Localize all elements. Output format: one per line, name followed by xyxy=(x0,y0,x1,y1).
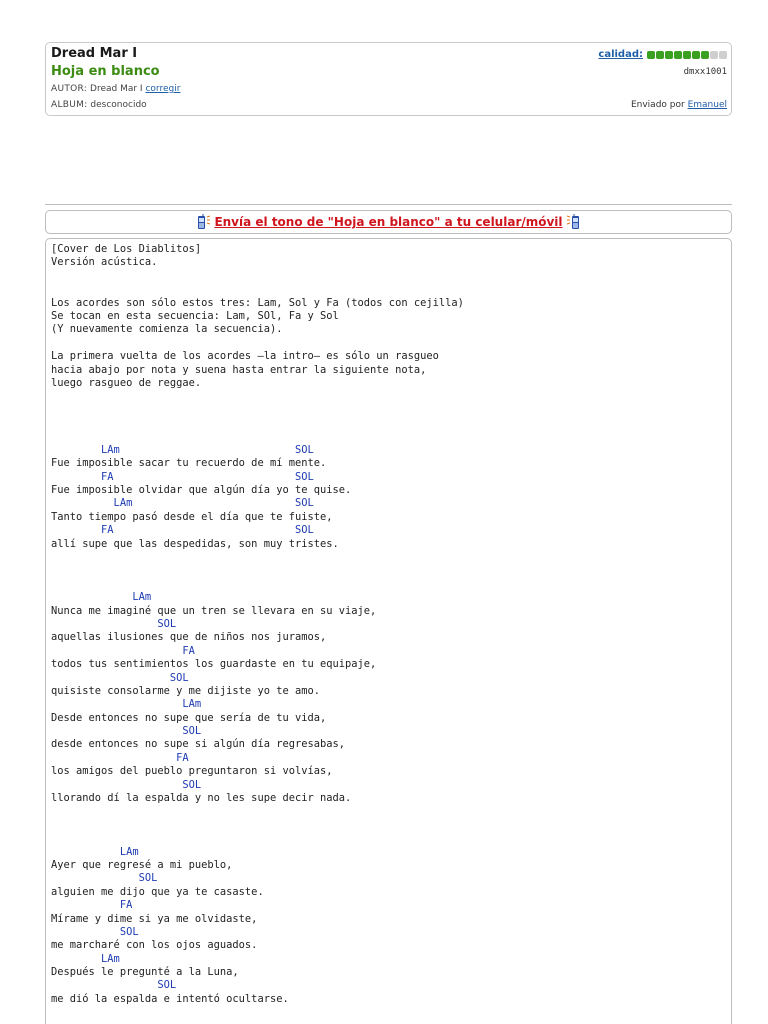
quality-label[interactable]: calidad: xyxy=(598,49,643,60)
lyric-line: me dió la espalda e intentó ocultarse. xyxy=(51,992,289,1005)
lyric-line: quisiste consolarme y me dijiste yo te amo. xyxy=(51,684,320,697)
lyric-line: allí supe que las despedidas, son muy tristes. xyxy=(51,537,339,550)
lyric-line xyxy=(51,404,721,417)
lyric-line xyxy=(51,270,721,283)
chord-line: FA SOL xyxy=(51,524,314,537)
lyric-line: alguien me dijo que ya te casaste. xyxy=(51,885,264,898)
lyric-line: luego rasgueo de reggae. xyxy=(51,376,202,389)
lyric-line xyxy=(51,417,721,430)
album-row xyxy=(51,100,147,110)
quality-dot-filled xyxy=(665,51,673,59)
song-title: Hoja en blanco xyxy=(51,64,160,79)
divider xyxy=(45,204,732,205)
chord-line: FA SOL xyxy=(51,470,314,483)
ringtone-banner xyxy=(45,210,732,234)
lyric-line xyxy=(51,564,721,577)
lyric-line: Fue imposible olvidar que algún día yo te quise. xyxy=(51,484,352,497)
lyric-line xyxy=(51,578,721,591)
quality-rating xyxy=(598,49,727,60)
chord-line: SOL xyxy=(51,617,177,630)
lyric-line: Los acordes son sólo estos tres: Lam, Sol y Fa (todos con cejilla) xyxy=(51,296,464,309)
phone-icon xyxy=(566,214,580,230)
ringtone-link[interactable]: Envía el tono de "Hoja en blanco" a tu celular/móvil xyxy=(214,215,563,229)
lyrics-panel xyxy=(45,238,732,1024)
lyric-line xyxy=(51,832,721,845)
quality-dot-empty xyxy=(710,51,718,59)
chord-line: SOL xyxy=(51,979,177,992)
chord-line: LAm xyxy=(51,952,120,965)
lyric-line: Nunca me imaginé que un tren se llevara en su viaje, xyxy=(51,604,377,617)
sent-by xyxy=(631,100,727,110)
lyric-line: Se tocan en esta secuencia: Lam, SOl, Fa y Sol xyxy=(51,309,339,322)
quality-dot-filled xyxy=(674,51,682,59)
lyric-line xyxy=(51,337,721,350)
chord-line: SOL xyxy=(51,872,158,885)
chord-line: SOL xyxy=(51,671,189,684)
quality-dot-filled xyxy=(692,51,700,59)
lyric-line: desde entonces no supe si algún día regresabas, xyxy=(51,738,346,751)
lyric-line: aquellas ilusiones que de niños nos juramos, xyxy=(51,631,327,644)
lyric-line: hacia abajo por nota y suena hasta entrar la siguiente nota, xyxy=(51,363,427,376)
author-name: Dread Mar I xyxy=(90,84,143,94)
lyric-line xyxy=(51,430,721,443)
author-label: AUTOR: xyxy=(51,84,88,94)
lyric-line xyxy=(51,283,721,296)
author-row xyxy=(51,84,180,94)
artist-name: Dread Mar I xyxy=(51,46,138,61)
correct-link[interactable]: corregir xyxy=(145,84,181,94)
album-name: desconocido xyxy=(90,100,147,110)
lyric-line: Después le pregunté a la Luna, xyxy=(51,966,239,979)
quality-dot-filled xyxy=(683,51,691,59)
lyric-line: los amigos del pueblo preguntaron si volvías, xyxy=(51,765,333,778)
chord-line: SOL xyxy=(51,778,202,791)
chord-line: FA xyxy=(51,751,189,764)
lyric-line: Tanto tiempo pasó desde el día que te fuiste, xyxy=(51,510,333,523)
sent-by-label: Enviado por xyxy=(630,100,685,110)
song-header xyxy=(45,42,732,116)
quality-dot-filled xyxy=(656,51,664,59)
lyric-line: Desde entonces no supe que sería de tu vida, xyxy=(51,711,327,724)
chord-line: LAm SOL xyxy=(51,443,314,456)
chord-line: LAm SOL xyxy=(51,497,314,510)
chord-line: LAm xyxy=(51,845,139,858)
lyric-line xyxy=(51,819,721,832)
lyric-line xyxy=(51,390,721,403)
quality-dot-empty xyxy=(719,51,727,59)
lyric-line: La primera vuelta de los acordes –la intro– es sólo un rasgueo xyxy=(51,350,439,363)
album-label: ALBUM: xyxy=(51,100,88,110)
lyric-line: llorando dí la espalda y no les supe decir nada. xyxy=(51,792,352,805)
user-code: dmxx1001 xyxy=(683,67,727,77)
chord-line: FA xyxy=(51,899,133,912)
chord-line: LAm xyxy=(51,591,152,604)
sent-by-user-link[interactable]: Emanuel xyxy=(687,100,727,110)
lyric-line: Ayer que regresé a mi pueblo, xyxy=(51,858,233,871)
lyric-line: [Cover de Los Diablitos] xyxy=(51,243,202,255)
lyric-line: (Y nuevamente comienza la secuencia). xyxy=(51,323,283,336)
lyric-line: Versión acústica. xyxy=(51,256,158,269)
phone-icon xyxy=(197,214,211,230)
lyric-line: me marcharé con los ojos aguados. xyxy=(51,939,258,952)
lyric-line: todos tus sentimientos los guardaste en tu equipaje, xyxy=(51,658,377,671)
lyric-line xyxy=(51,551,721,564)
chord-line: SOL xyxy=(51,725,202,738)
chord-line: LAm xyxy=(51,698,202,711)
quality-dot-filled xyxy=(701,51,709,59)
quality-dots xyxy=(647,51,727,59)
lyric-line xyxy=(51,805,721,818)
chord-line: SOL xyxy=(51,925,139,938)
lyric-line: Fue imposible sacar tu recuerdo de mí mente. xyxy=(51,457,327,470)
lyrics-text xyxy=(51,243,721,1006)
lyric-line: Mírame y dime si ya me olvidaste, xyxy=(51,912,258,925)
quality-dot-filled xyxy=(647,51,655,59)
chord-line: FA xyxy=(51,644,195,657)
